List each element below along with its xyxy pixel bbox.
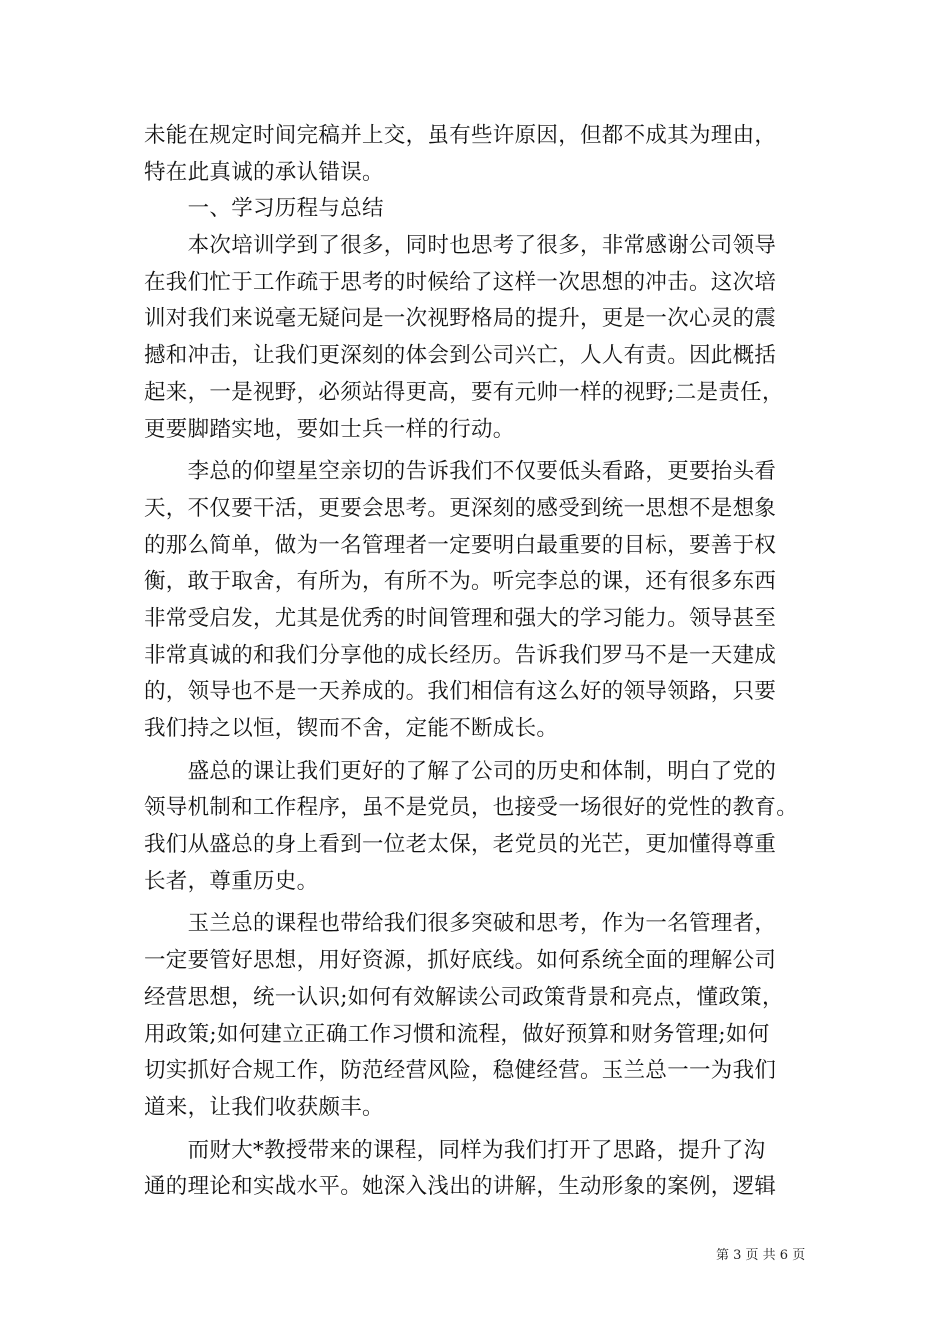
document-body (144, 118, 810, 1206)
text-line: 我们从盛总的身上看到一位老太保，老党员的光芒，更加懂得尊重 (144, 832, 777, 858)
text-line: 长者，尊重历史。 (144, 868, 319, 894)
page-number: 第 3 页 共 6 页 (716, 1248, 806, 1263)
text-line: 切实抓好合规工作，防范经营风险，稳健经营。玉兰总一一为我们 (144, 1058, 777, 1084)
text-line: 本次培训学到了很多，同时也思考了很多，非常感谢公司领导 (144, 233, 777, 259)
text-line: 特在此真诚的承认错误。 (144, 159, 384, 185)
text-line: 领导机制和工作程序，虽不是党员，也接受一场很好的党性的教育。 (144, 795, 799, 821)
text-line: 通的理论和实战水平。她深入浅出的讲解，生动形象的案例，逻辑 (144, 1174, 777, 1200)
text-line: 道来，让我们收获颇丰。 (144, 1094, 384, 1120)
section-heading: 一、学习历程与总结 (144, 196, 384, 222)
text-line: 而财大*教授带来的课程，同样为我们打开了思路，提升了沟 (144, 1137, 766, 1163)
text-line: 训对我们来说毫无疑问是一次视野格局的提升，更是一次心灵的震 (144, 306, 777, 332)
text-line: 非常真诚的和我们分享他的成长经历。告诉我们罗马不是一天建成 (144, 642, 777, 668)
text-line: 我们持之以恒，锲而不舍，定能不断成长。 (144, 716, 559, 741)
text-line: 天，不仅要干活，更要会思考。更深刻的感受到统一思想不是想象 (144, 495, 777, 521)
text-line: 未能在规定时间完稿并上交，虽有些许原因，但都不成其为理由， (144, 123, 777, 148)
text-line: 更要脚踏实地，要如士兵一样的行动。 (144, 416, 515, 442)
text-line: 用政策;如何建立正确工作习惯和流程，做好预算和财务管理;如何 (144, 1021, 770, 1047)
text-line: 起来，一是视野，必须站得更高，要有元帅一样的视野;二是责任， (144, 379, 784, 405)
text-line: 经营思想，统一认识;如何有效解读公司政策背景和亮点，懂政策， (144, 984, 784, 1010)
text-line: 衡，敢于取舍，有所为，有所不为。听完李总的课，还有很多东西 (144, 569, 777, 595)
text-line: 非常受启发，尤其是优秀的时间管理和强大的学习能力。领导甚至 (144, 605, 777, 631)
text-line: 在我们忙于工作疏于思考的时候给了这样一次思想的冲击。这次培 (144, 269, 777, 295)
text-line: 一定要管好思想，用好资源，抓好底线。如何系统全面的理解公司 (144, 948, 777, 974)
text-line: 撼和冲击，让我们更深刻的体会到公司兴亡，人人有责。因此概括 (144, 343, 777, 369)
text-line: 盛总的课让我们更好的了解了公司的历史和体制，明白了党的 (144, 758, 777, 784)
text-line: 的那么简单，做为一名管理者一定要明白最重要的目标，要善于权 (144, 532, 777, 558)
text-line: 的，领导也不是一天养成的。我们相信有这么好的领导领路，只要 (144, 679, 777, 705)
text-line: 玉兰总的课程也带给我们很多突破和思考，作为一名管理者， (144, 911, 777, 937)
text-line: 李总的仰望星空亲切的告诉我们不仅要低头看路，更要抬头看 (144, 459, 777, 485)
